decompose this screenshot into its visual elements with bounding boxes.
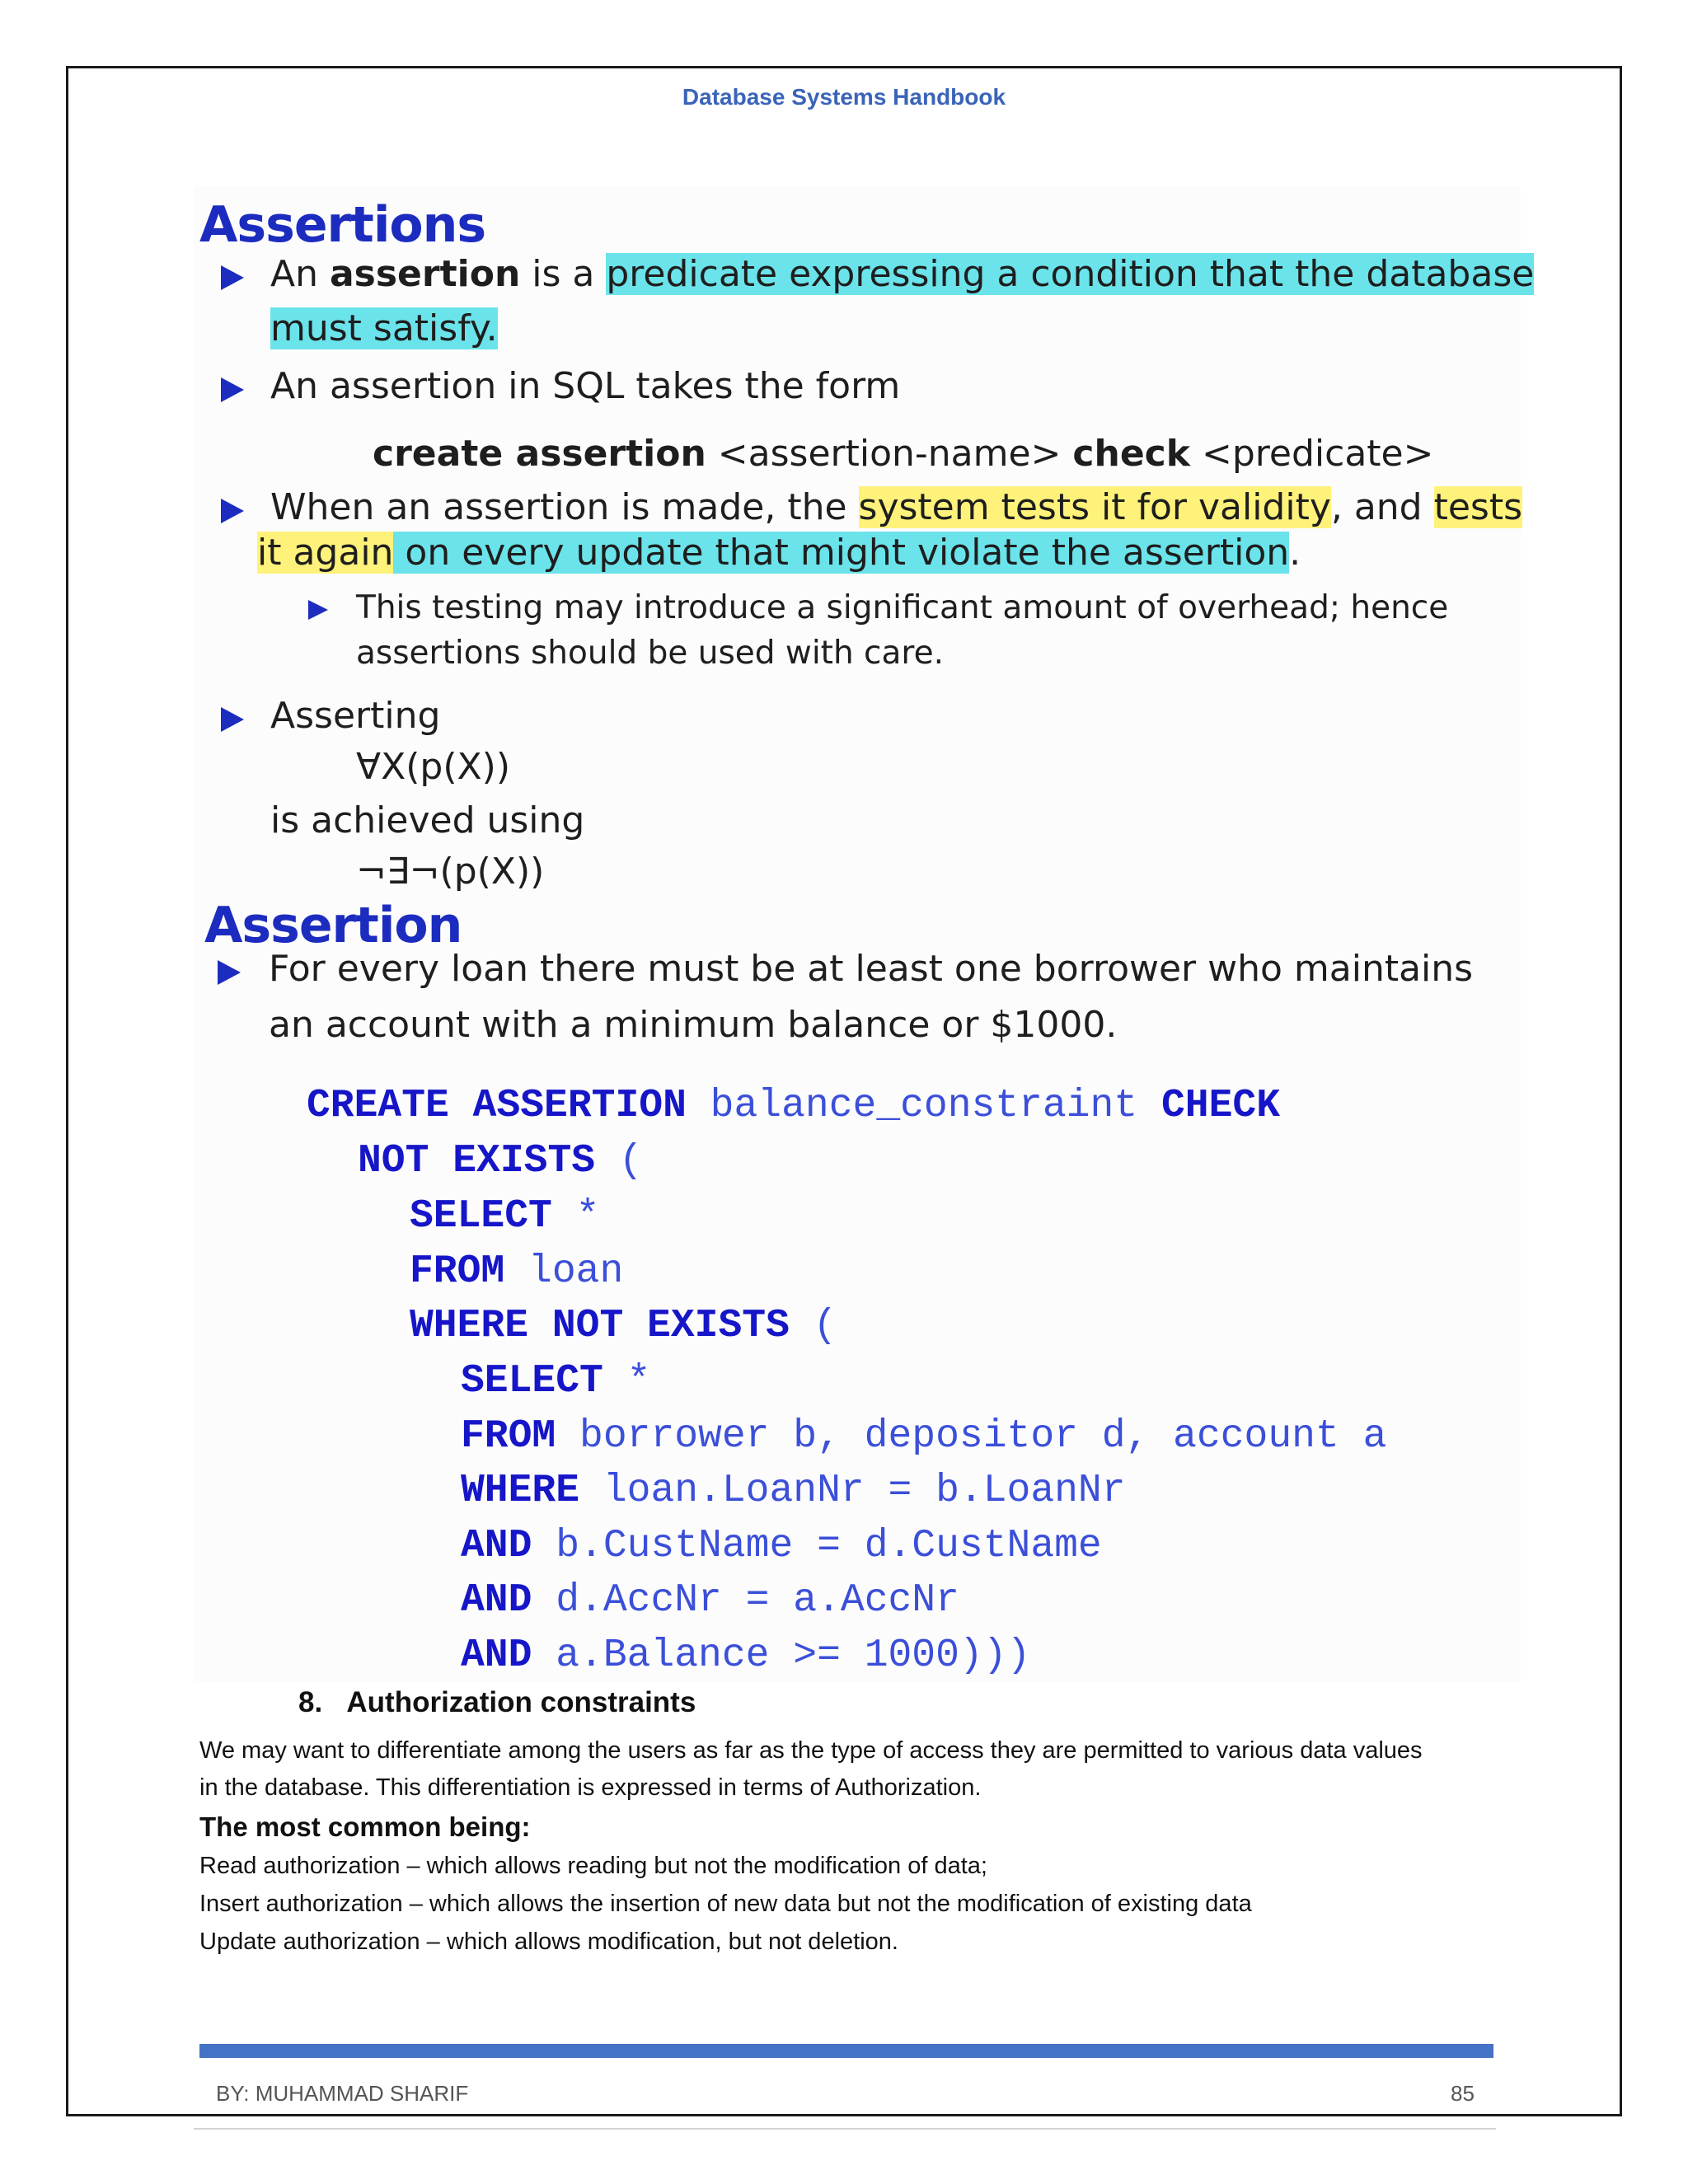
bullet-validity-cont: it again on every update that might violate the assertion.: [257, 532, 1301, 574]
paragraph-line: in the database. This differentiation is expressed in terms of Authorization.: [199, 1774, 982, 1801]
code-line: SELECT *: [461, 1359, 651, 1404]
bullet-assertion-definition: An assertion is a predicate expressing a condition that the database: [270, 253, 1535, 295]
bullet-asserting: Asserting: [270, 695, 441, 737]
section-heading: 8. Authorization constraints: [298, 1686, 696, 1718]
list-item: Insert authorization – which allows the insertion of new data but not the modification of existing data: [199, 1891, 1252, 1917]
list-item: Read authorization – which allows reading but not the modification of data;: [199, 1853, 987, 1879]
slide-title-assertions: Assertions: [199, 196, 486, 254]
code-line: NOT EXISTS (: [358, 1139, 643, 1183]
code-line: WHERE loan.LoanNr = b.LoanNr: [461, 1469, 1126, 1513]
page-number: 85: [1451, 2081, 1475, 2106]
code-line: SELECT *: [410, 1194, 600, 1239]
slide-title-assertion: Assertion: [204, 897, 462, 954]
bottom-rule: [194, 2128, 1496, 2130]
bullet-loan-rule-cont: an account with a minimum balance or $1000.: [269, 1004, 1118, 1046]
footer-author: BY: MUHAMMAD SHARIF: [216, 2081, 469, 2106]
formula-not-exists: ¬∃¬(p(X)): [356, 851, 545, 893]
sub-bullet-overhead-cont: assertions should be used with care.: [356, 635, 944, 672]
code-line: FROM borrower b, depositor d, account a: [461, 1414, 1387, 1459]
code-line: AND b.CustName = d.CustName: [461, 1524, 1102, 1568]
code-line: AND d.AccNr = a.AccNr: [461, 1578, 959, 1623]
code-line: AND a.Balance >= 1000))): [461, 1633, 1031, 1678]
paragraph-line: We may want to differentiate among the users as far as the type of access they are permitted to various data values: [199, 1737, 1423, 1764]
bullet-marker: [221, 377, 244, 402]
bullet-marker: [221, 499, 244, 523]
formula-forall: ∀X(p(X)): [356, 746, 510, 788]
bullet-sql-form: An assertion in SQL takes the form: [270, 365, 901, 407]
bullet-marker: [218, 960, 241, 985]
sub-bullet-overhead: This testing may introduce a significant amount of overhead; hence: [356, 589, 1449, 626]
code-line: WHERE NOT EXISTS (: [410, 1304, 837, 1348]
bullet-marker: [221, 707, 244, 732]
assertion-syntax: create assertion <assertion-name> check <predicate>: [373, 433, 1434, 475]
footer-bar: [199, 2044, 1493, 2058]
running-header: Database Systems Handbook: [682, 84, 1006, 110]
code-line: CREATE ASSERTION balance_constraint CHECK: [307, 1084, 1280, 1128]
sub-bullet-marker: [308, 600, 328, 620]
code-line: FROM loan: [410, 1249, 624, 1294]
subheading: The most common being:: [199, 1811, 531, 1842]
list-item: Update authorization – which allows modification, but not deletion.: [199, 1929, 898, 1955]
bullet-loan-rule: For every loan there must be at least one borrower who maintains: [269, 948, 1474, 990]
bullet-assertion-definition-cont: must satisfy.: [270, 307, 498, 349]
bullet-validity: When an assertion is made, the system tests it for validity, and tests: [270, 486, 1523, 528]
bullet-marker: [221, 265, 244, 290]
achieved-using: is achieved using: [270, 799, 585, 841]
